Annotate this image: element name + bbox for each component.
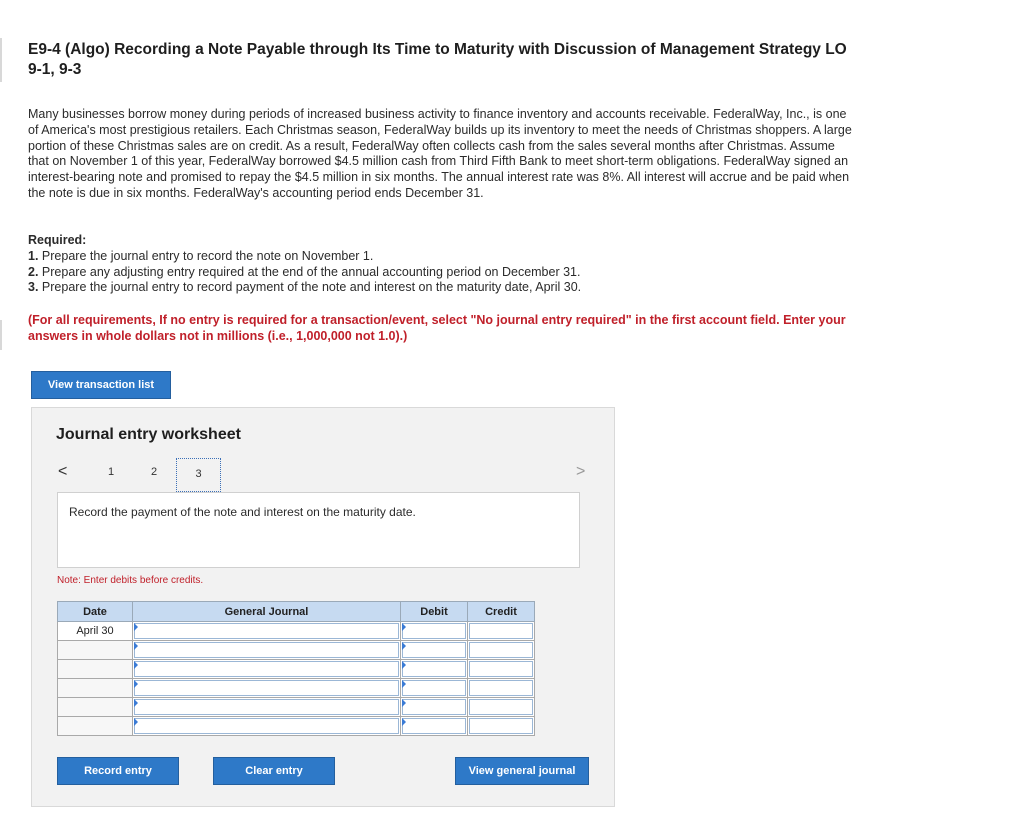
debit-field[interactable]: [401, 622, 468, 641]
requirements-block: [28, 233, 858, 296]
requirement-3: 3. Prepare the journal entry to record payment of the note and interest on the maturity date, April 30.: [28, 280, 582, 295]
account-field[interactable]: [133, 641, 401, 660]
problem-description: Many businesses borrow money during periods of increased business activity to finance inventory and accounts receivable. FederalWay, Inc., is one of America's most prestigious retailers. Each Christmas season, FederalWay builds up its inventory to meet the needs of Christmas shoppers. A large portion of these Christmas sales are on credit. As a result, FederalWay often collects cash from the sales several months after Christmas. Assume that on November 1 of this year, FederalWay borrowed $4.5 million cash from Third Fifth Bank to meet short-term obligations. FederalWay signed an interest-bearing note and promised to repay the $4.5 million in six months. The annual interest rate was 8%. All interest will accrue and be paid when the note is due in six months. FederalWay's accounting period ends December 31.: [28, 107, 852, 200]
account-field[interactable]: [133, 698, 401, 717]
table-row: [58, 641, 535, 660]
credit-field[interactable]: [468, 641, 535, 660]
credit-field[interactable]: [468, 679, 535, 698]
chevron-left-icon[interactable]: <: [58, 463, 68, 480]
table-row: [58, 660, 535, 679]
table-row: [58, 622, 535, 641]
page-1-link[interactable]: 1: [108, 466, 115, 478]
credit-column-header: Credit: [468, 602, 535, 622]
debit-field[interactable]: [401, 641, 468, 660]
general-journal-column-header: General Journal: [133, 602, 401, 622]
debit-column-header: Debit: [401, 602, 468, 622]
worksheet-title: Journal entry worksheet: [56, 426, 241, 443]
requirement-1: 1. Prepare the journal entry to record the note on November 1.: [28, 248, 374, 263]
credit-field[interactable]: [468, 698, 535, 717]
debit-field[interactable]: [401, 660, 468, 679]
debit-field[interactable]: [401, 717, 468, 736]
date-cell: [58, 660, 133, 679]
journal-table: [57, 601, 535, 736]
table-row: [58, 679, 535, 698]
table-row: [58, 698, 535, 717]
date-cell: [58, 698, 133, 717]
required-heading: Required:: [28, 233, 87, 247]
clear-entry-button[interactable]: Clear entry: [213, 757, 335, 785]
page-2-link[interactable]: 2: [151, 466, 158, 478]
instructions: (For all requirements, If no entry is required for a transaction/event, select "No journal entry required" in the first account field. Enter your answers in whole dollars not in millions (i.e., 1,000,000 not 1.0).): [28, 313, 846, 343]
left-margin-rule: [0, 38, 2, 82]
date-cell: [58, 717, 133, 736]
account-field[interactable]: [133, 622, 401, 641]
chevron-right-icon[interactable]: >: [576, 463, 586, 480]
date-cell: April 30: [58, 622, 133, 641]
date-column-header: Date: [58, 602, 133, 622]
credit-field[interactable]: [468, 622, 535, 641]
date-cell: [58, 641, 133, 660]
transaction-description: Record the payment of the note and interest on the maturity date.: [57, 492, 580, 568]
page-3-link-current[interactable]: 3: [176, 458, 221, 492]
date-cell: [58, 679, 133, 698]
account-field[interactable]: [133, 679, 401, 698]
credit-field[interactable]: [468, 660, 535, 679]
requirement-2: 2. Prepare any adjusting entry required at the end of the annual accounting period on December 31.: [28, 264, 581, 279]
left-margin-rule: [0, 320, 2, 350]
record-entry-button[interactable]: Record entry: [57, 757, 179, 785]
problem-title: E9-4 (Algo) Recording a Note Payable through Its Time to Maturity with Discussion of Management Strategy LO 9-1, 9-3: [28, 41, 847, 78]
table-row: [58, 717, 535, 736]
debit-field[interactable]: [401, 679, 468, 698]
view-transaction-list-button[interactable]: View transaction list: [31, 371, 171, 399]
credit-field[interactable]: [468, 717, 535, 736]
account-field[interactable]: [133, 717, 401, 736]
view-general-journal-button[interactable]: View general journal: [455, 757, 589, 785]
entry-note: Note: Enter debits before credits.: [57, 575, 204, 586]
account-field[interactable]: [133, 660, 401, 679]
debit-field[interactable]: [401, 698, 468, 717]
journal-entry-worksheet: [31, 407, 615, 807]
